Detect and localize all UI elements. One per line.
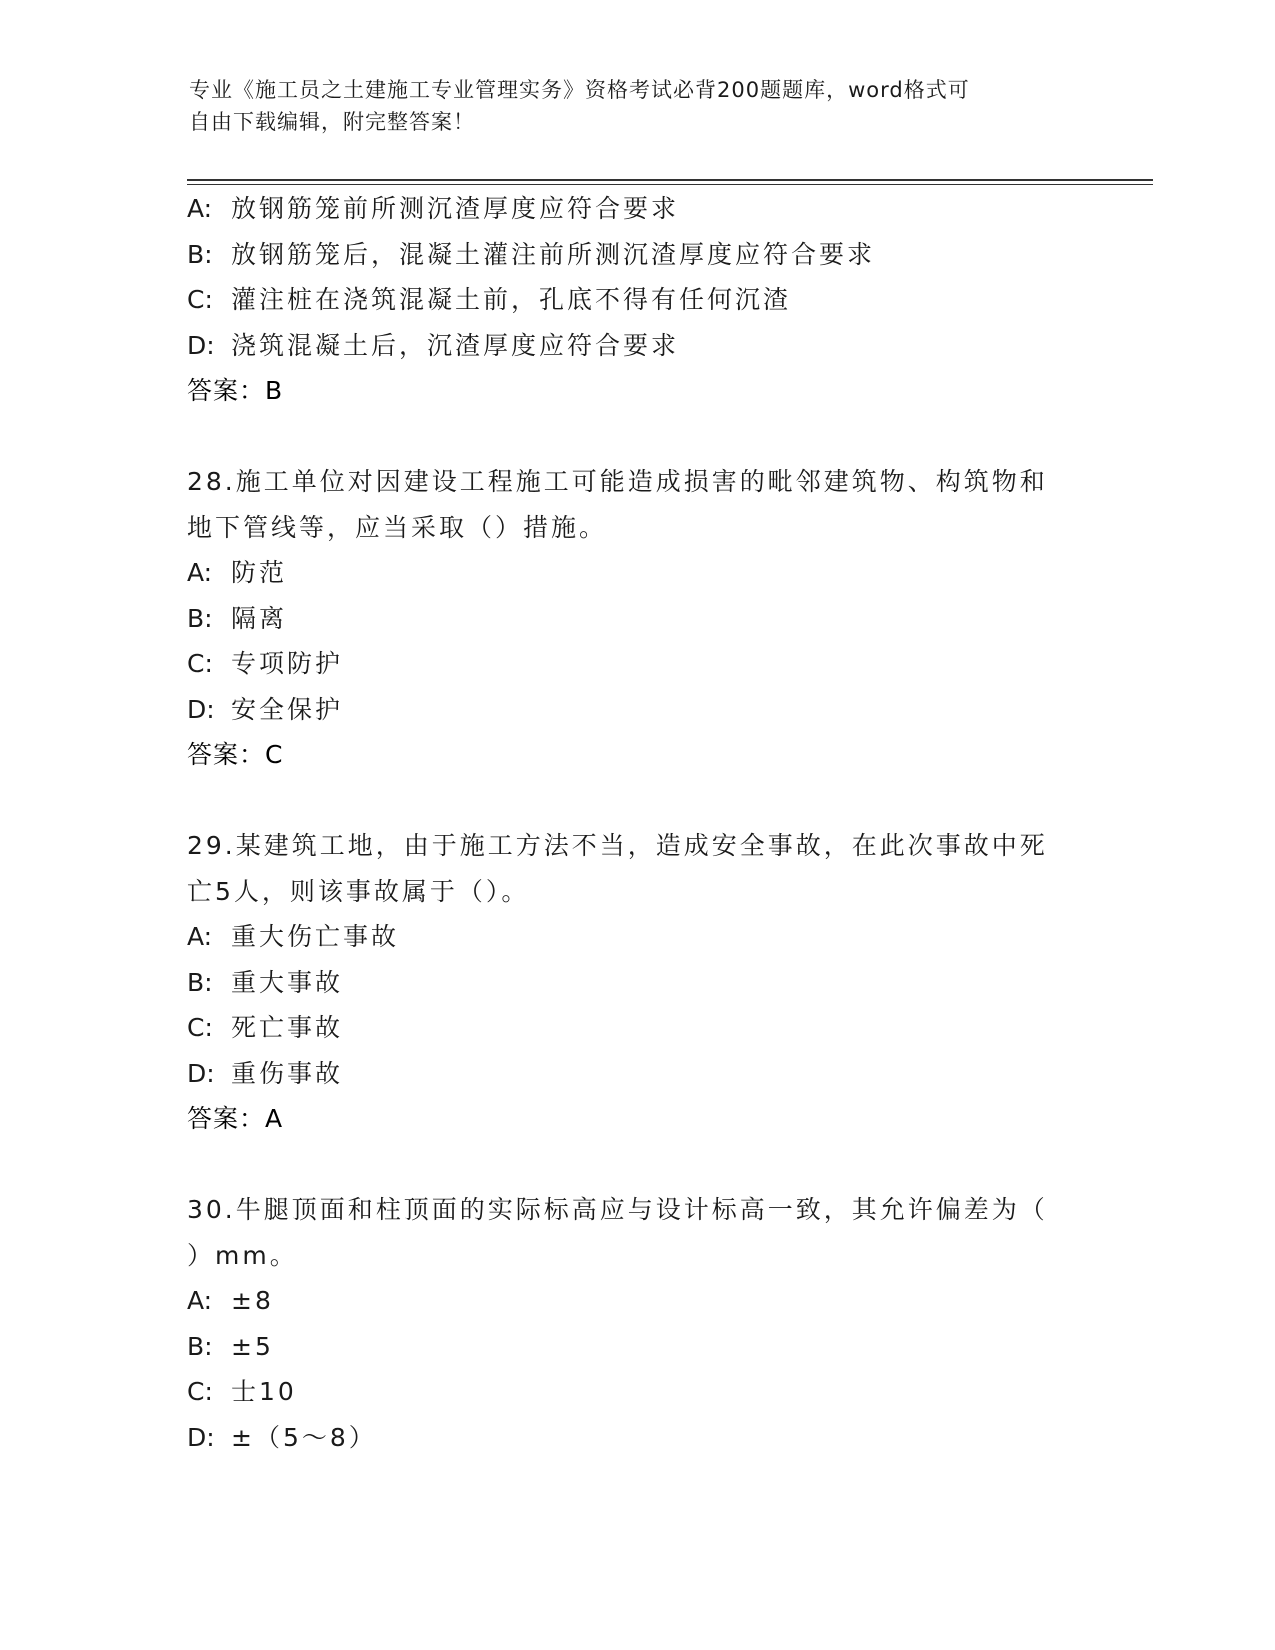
option-text: 放钢筋笼前所测沉渣厚度应符合要求 xyxy=(231,194,680,223)
option-letter: A: xyxy=(187,922,213,951)
option-text: 专项防护 xyxy=(231,649,344,678)
option-letter: A: xyxy=(187,558,213,587)
option-a xyxy=(187,186,1087,232)
option-text: 重大伤亡事故 xyxy=(231,922,400,951)
question-stem-continued: 地下管线等，应当采取（）措施。 xyxy=(187,512,608,542)
option-letter: A: xyxy=(187,194,213,223)
question-28 xyxy=(187,459,1087,778)
question-29 xyxy=(187,823,1087,1142)
option-b xyxy=(187,596,1087,642)
option-b xyxy=(187,1324,1087,1370)
option-text: 重伤事故 xyxy=(231,1058,344,1088)
option-letter: B: xyxy=(187,603,213,633)
option-letter: D: xyxy=(187,694,215,724)
option-letter: B: xyxy=(187,1331,213,1361)
header-divider-thick xyxy=(187,179,1153,181)
option-d xyxy=(187,323,1087,369)
option-c xyxy=(187,641,1087,687)
option-text: 灌注桩在浇筑混凝土前，孔底不得有任何沉渣 xyxy=(231,285,792,314)
spacer xyxy=(187,414,1087,460)
option-letter: B: xyxy=(187,967,213,997)
option-text: 重大事故 xyxy=(231,967,344,997)
option-text: ±8 xyxy=(231,1286,274,1315)
option-b xyxy=(187,960,1087,1006)
option-text: 安全保护 xyxy=(231,694,344,724)
answer: 答案：A xyxy=(187,1104,284,1133)
question-stem-continued: ）mm。 xyxy=(187,1240,298,1270)
option-a xyxy=(187,550,1087,596)
option-text: ±（5～8） xyxy=(231,1422,377,1452)
option-letter: D: xyxy=(187,1058,215,1088)
option-letter: A: xyxy=(187,1286,213,1315)
option-text: 死亡事故 xyxy=(231,1013,344,1042)
question-list xyxy=(187,186,1087,1460)
spacer xyxy=(187,1142,1087,1188)
question-30 xyxy=(187,1187,1087,1460)
option-letter: D: xyxy=(187,1422,215,1452)
option-a xyxy=(187,914,1087,960)
header-divider-thin xyxy=(187,184,1153,185)
option-c xyxy=(187,1005,1087,1051)
option-c xyxy=(187,1369,1087,1415)
option-text: 士10 xyxy=(231,1377,297,1406)
header-divider xyxy=(187,179,1153,185)
option-d xyxy=(187,1415,1087,1461)
option-text: 防范 xyxy=(231,558,288,587)
option-d xyxy=(187,687,1087,733)
option-letter: D: xyxy=(187,330,215,360)
option-b xyxy=(187,232,1087,278)
option-letter: C: xyxy=(187,285,213,314)
option-text: ±5 xyxy=(231,1331,274,1361)
spacer xyxy=(187,778,1087,824)
question-stem-continued: 亡5人，则该事故属于（）。 xyxy=(187,876,530,906)
option-c xyxy=(187,277,1087,323)
document-header xyxy=(189,74,1089,138)
answer: 答案：C xyxy=(187,740,284,769)
option-letter: C: xyxy=(187,649,213,678)
option-letter: C: xyxy=(187,1377,213,1406)
question-stem: 28.施工单位对因建设工程施工可能造成损害的毗邻建筑物、构筑物和 xyxy=(187,467,1048,496)
header-line-2: 自由下载编辑，附完整答案！ xyxy=(189,110,475,134)
option-text: 放钢筋笼后，混凝土灌注前所测沉渣厚度应符合要求 xyxy=(231,239,876,269)
option-letter: C: xyxy=(187,1013,213,1042)
option-a xyxy=(187,1278,1087,1324)
header-line-1: 专业《施工员之土建施工专业管理实务》资格考试必背200题题库，word格式可 xyxy=(189,78,970,102)
option-d xyxy=(187,1051,1087,1097)
question-27 xyxy=(187,186,1087,414)
answer: 答案：B xyxy=(187,376,284,405)
question-stem: 29.某建筑工地，由于施工方法不当，造成安全事故，在此次事故中死 xyxy=(187,831,1048,860)
question-stem: 30.牛腿顶面和柱顶面的实际标高应与设计标高一致，其允许偏差为（ xyxy=(187,1195,1048,1224)
option-text: 浇筑混凝土后，沉渣厚度应符合要求 xyxy=(231,330,680,360)
option-text: 隔离 xyxy=(231,603,288,633)
option-letter: B: xyxy=(187,239,213,269)
